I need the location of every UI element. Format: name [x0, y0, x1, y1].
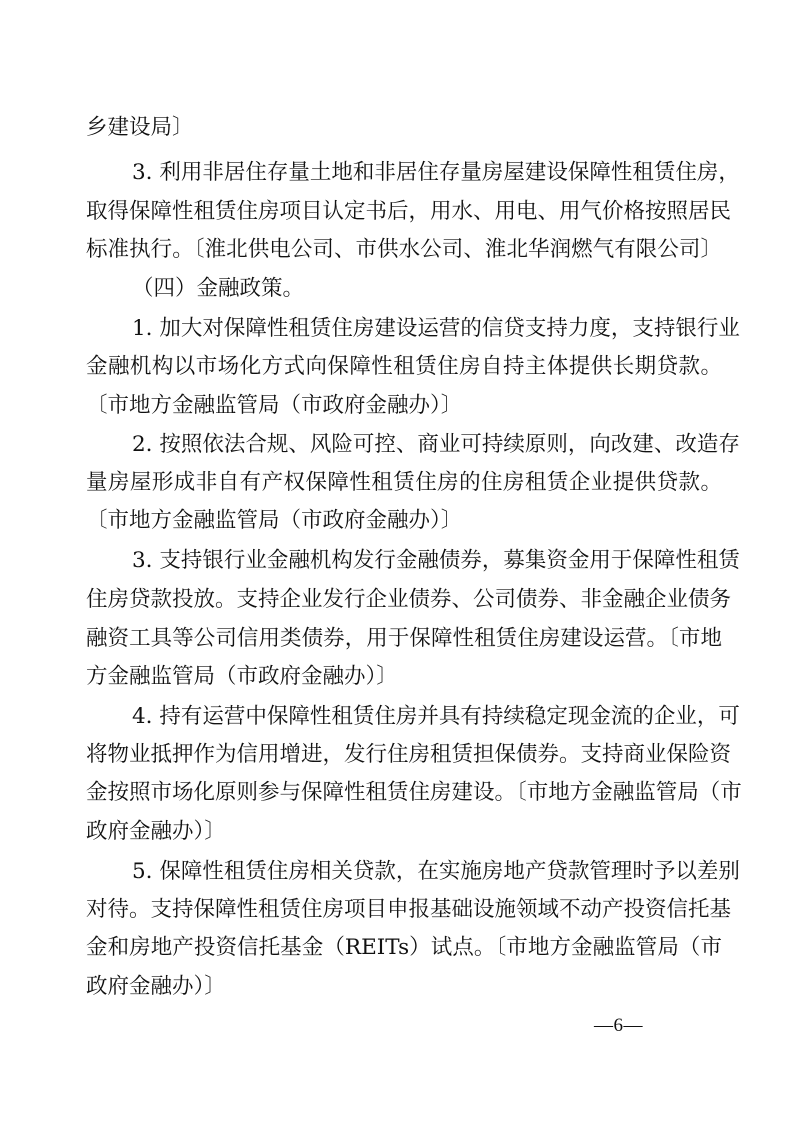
text-line: 方金融监管局（市政府金融办）〕 — [86, 664, 398, 689]
text-line: 4. 持有运营中保障性租赁住房并具有持续稳定现金流的企业，可 — [132, 704, 740, 729]
text-line: 3. 利用非居住存量土地和非居住存量房屋建设保障性租赁住房， — [132, 160, 740, 185]
text-line: 融资工具等公司信用类债券，用于保障性租赁住房建设运营。〔市地 — [86, 626, 722, 651]
text-line: 金融机构以市场化方式向保障性租赁住房自持主体提供长期贷款。 — [86, 354, 722, 379]
text-line: 量房屋形成非自有产权保障性租赁住房的住房租赁企业提供贷款。 — [86, 470, 722, 495]
page-number: —6— — [594, 1015, 643, 1036]
text-line: 1. 加大对保障性租赁住房建设运营的信贷支持力度，支持银行业 — [132, 316, 740, 341]
text-line: 乡建设局〕 — [86, 115, 194, 140]
text-line: 政府金融办）〕 — [86, 819, 226, 844]
text-line: 政府金融办）〕 — [86, 974, 226, 999]
section-heading: （四）金融政策。 — [132, 276, 305, 301]
text-line: 金和房地产投资信托基金（REITs）试点。〔市地方金融监管局（市 — [86, 935, 722, 960]
text-line: 〔市地方金融监管局（市政府金融办）〕 — [86, 508, 463, 533]
text-line: 5. 保障性租赁住房相关贷款，在实施房地产贷款管理时予以差别 — [132, 859, 740, 884]
text-line: 取得保障性租赁住房项目认定书后，用水、用电、用气价格按照居民 — [86, 199, 732, 224]
text-line: 〔市地方金融监管局（市政府金融办）〕 — [86, 393, 463, 418]
text-line: 金按照市场化原则参与保障性租赁住房建设。〔市地方金融监管局（市 — [86, 780, 742, 805]
text-line: 2. 按照依法合规、风险可控、商业可持续原则，向改建、改造存 — [132, 432, 740, 457]
text-line: 3. 支持银行业金融机构发行金融债券，募集资金用于保障性租赁 — [132, 548, 740, 573]
text-line: 将物业抵押作为信用增进，发行住房租赁担保债券。支持商业保险资 — [86, 742, 732, 767]
text-line: 标准执行。〔淮北供电公司、市供水公司、淮北华润燃气有限公司〕 — [86, 237, 722, 262]
text-line: 住房贷款投放。支持企业发行企业债券、公司债券、非金融企业债务 — [86, 587, 732, 612]
text-line: 对待。支持保障性租赁住房项目申报基础设施领域不动产投资信托基 — [86, 897, 732, 922]
